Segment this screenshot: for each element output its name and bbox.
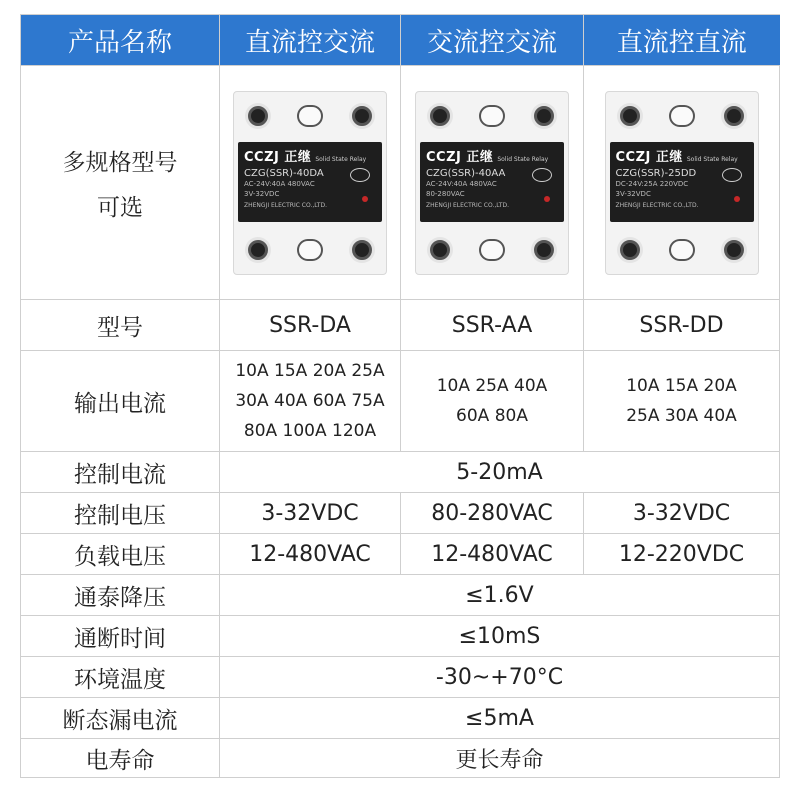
relay-brand: CCZJ 正继 <box>244 149 312 165</box>
header-dc-to-ac: 直流控交流 <box>220 15 401 66</box>
relay-face-label <box>420 142 564 222</box>
on-drop-label: 通泰降压 <box>21 575 220 616</box>
relay-rating-1: AC-24V:40A 480VAC <box>426 179 497 188</box>
relay-image-dd <box>605 91 759 275</box>
header-product-name: 产品名称 <box>21 15 220 66</box>
output-line: 30A 40A 60A 75A <box>235 391 385 411</box>
screw-icon <box>620 240 640 260</box>
relay-maker: ZHENGJI ELECTRIC CO.,LTD. <box>615 201 699 209</box>
output-current-value <box>401 351 584 452</box>
control-current-value: 5-20mA <box>220 452 780 493</box>
switch-time-row <box>21 616 780 657</box>
model-value: SSR-AA <box>401 300 584 351</box>
relay-rating-2: 3V-32VDC <box>615 189 651 198</box>
on-drop-value: ≤1.6V <box>220 575 780 616</box>
control-voltage-value: 80-280VAC <box>401 493 584 534</box>
load-voltage-value: 12-480VAC <box>220 534 401 575</box>
output-current-row <box>21 351 780 452</box>
model-value: SSR-DD <box>584 300 780 351</box>
relay-maker: ZHENGJI ELECTRIC CO.,LTD. <box>426 201 510 209</box>
output-current-value <box>220 351 401 452</box>
screw-icon <box>724 106 744 126</box>
screw-icon <box>248 240 268 260</box>
screw-icon <box>352 106 372 126</box>
relay-rating-1: AC-24V:40A 480VAC <box>244 179 315 188</box>
relay-face-label <box>238 142 382 222</box>
relay-maker: ZHENGJI ELECTRIC CO.,LTD. <box>244 201 328 209</box>
output-line: 25A 30A 40A <box>626 406 737 426</box>
ambient-temp-value: -30~+70°C <box>220 657 780 698</box>
output-line: 60A 80A <box>456 406 528 426</box>
output-line: 10A 15A 20A <box>626 376 737 396</box>
load-voltage-value: 12-480VAC <box>401 534 584 575</box>
led-indicator-icon <box>362 196 368 202</box>
switch-time-value: ≤10mS <box>220 616 780 657</box>
load-voltage-label: 负载电压 <box>21 534 220 575</box>
relay-model: CZG(SSR)-25DD <box>615 167 697 179</box>
switch-time-label: 通断时间 <box>21 616 220 657</box>
relay-subtitle: Solid State Relay <box>497 155 549 163</box>
header-dc-to-dc: 直流控直流 <box>584 15 780 66</box>
terminal-notch-icon <box>479 239 505 261</box>
relay-brand: CCZJ 正继 <box>615 149 683 165</box>
screw-icon <box>620 106 640 126</box>
model-row <box>21 300 780 351</box>
output-line: 10A 25A 40A <box>436 376 548 396</box>
control-voltage-value: 3-32VDC <box>584 493 780 534</box>
terminal-notch-icon <box>669 105 695 127</box>
image-label-line2: 可选 <box>97 194 143 221</box>
relay-rating-2: 80-280VAC <box>426 189 465 198</box>
load-voltage-row <box>21 534 780 575</box>
ccc-mark-icon <box>722 168 742 182</box>
ccc-mark-icon <box>532 168 552 182</box>
control-current-row <box>21 452 780 493</box>
control-voltage-row <box>21 493 780 534</box>
image-row <box>21 66 780 300</box>
relay-model: CZG(SSR)-40DA <box>244 167 324 179</box>
model-label: 型号 <box>21 300 220 351</box>
life-row <box>21 739 780 778</box>
spec-table <box>20 14 780 778</box>
relay-rating-1: DC-24V:25A 220VDC <box>615 179 689 188</box>
off-leak-value: ≤5mA <box>220 698 780 739</box>
relay-brand: CCZJ 正继 <box>426 149 494 165</box>
screw-icon <box>352 240 372 260</box>
control-voltage-label: 控制电压 <box>21 493 220 534</box>
led-indicator-icon <box>544 196 550 202</box>
control-voltage-value: 3-32VDC <box>220 493 401 534</box>
product-image-cell <box>220 66 401 300</box>
terminal-notch-icon <box>297 105 323 127</box>
led-indicator-icon <box>734 196 740 202</box>
output-line: 80A 100A 120A <box>243 421 377 441</box>
ambient-temp-label: 环境温度 <box>21 657 220 698</box>
screw-icon <box>430 240 450 260</box>
screw-icon <box>534 240 554 260</box>
relay-model: CZG(SSR)-40AA <box>426 167 506 179</box>
image-row-label <box>21 66 220 300</box>
relay-image-aa <box>415 91 569 275</box>
life-label: 电寿命 <box>21 739 220 778</box>
on-drop-row <box>21 575 780 616</box>
relay-subtitle: Solid State Relay <box>686 155 738 163</box>
product-image-cell <box>584 66 780 300</box>
header-ac-to-ac: 交流控交流 <box>401 15 584 66</box>
relay-subtitle: Solid State Relay <box>315 155 367 163</box>
relay-rating-2: 3V-32VDC <box>244 189 280 198</box>
ambient-temp-row <box>21 657 780 698</box>
screw-icon <box>534 106 554 126</box>
image-label-line1: 多规格型号 <box>62 149 178 176</box>
control-current-label: 控制电流 <box>21 452 220 493</box>
model-value: SSR-DA <box>220 300 401 351</box>
terminal-notch-icon <box>479 105 505 127</box>
output-current-label: 输出电流 <box>21 351 220 452</box>
terminal-notch-icon <box>669 239 695 261</box>
screw-icon <box>248 106 268 126</box>
off-leak-label: 断态漏电流 <box>21 698 220 739</box>
screw-icon <box>724 240 744 260</box>
output-line: 10A 15A 20A 25A <box>235 361 385 381</box>
header-row <box>21 15 780 66</box>
relay-image-da <box>233 91 387 275</box>
output-current-value <box>584 351 780 452</box>
product-image-cell <box>401 66 584 300</box>
load-voltage-value: 12-220VDC <box>584 534 780 575</box>
relay-face-label <box>610 142 754 222</box>
life-value: 更长寿命 <box>220 739 780 778</box>
ccc-mark-icon <box>350 168 370 182</box>
terminal-notch-icon <box>297 239 323 261</box>
screw-icon <box>430 106 450 126</box>
off-leak-row <box>21 698 780 739</box>
